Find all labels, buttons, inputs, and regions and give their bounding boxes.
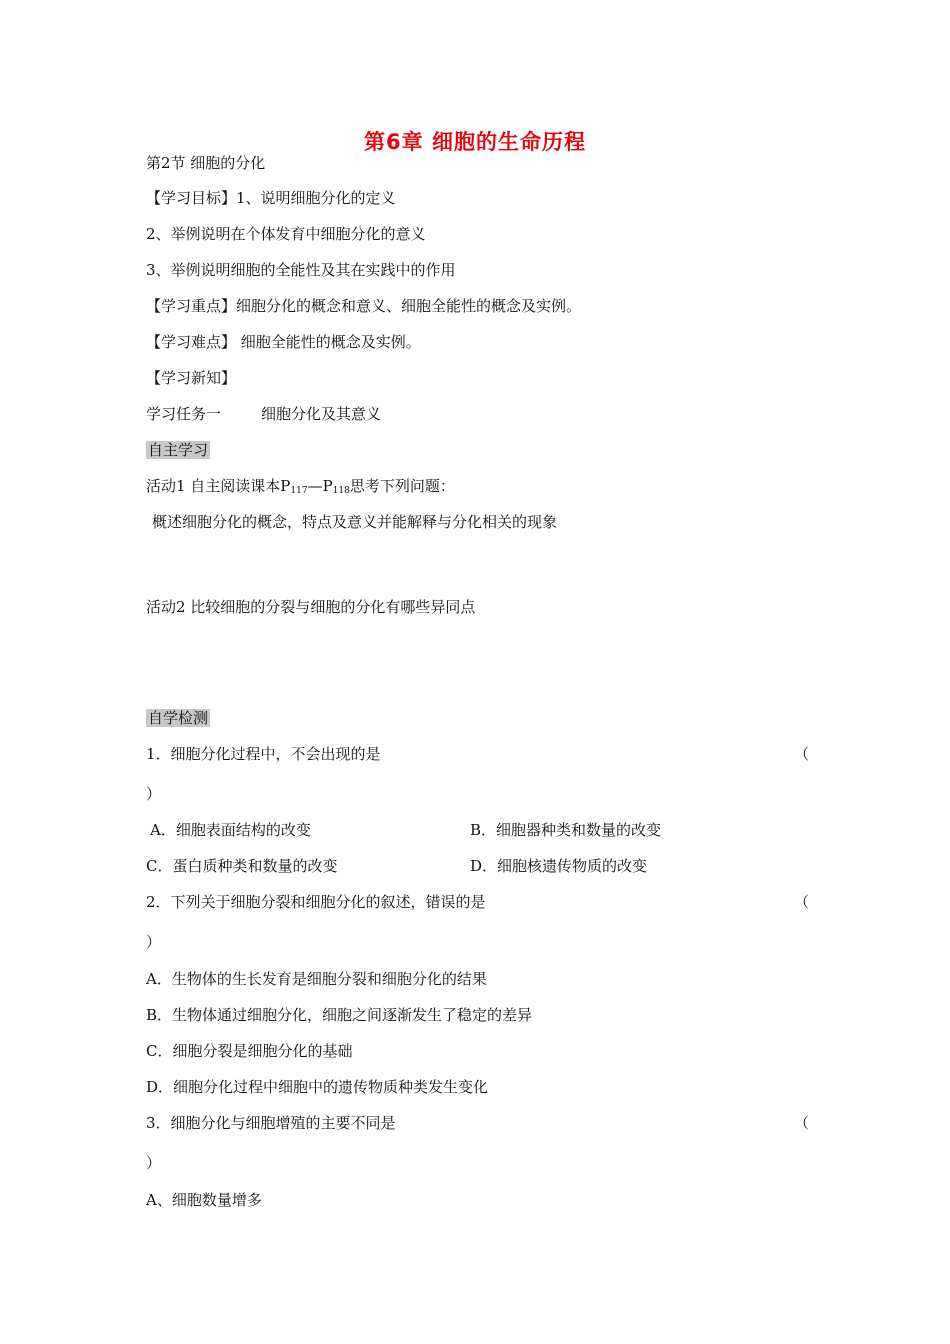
activity-1-content: 概述细胞分化的概念，特点及意义并能解释与分化相关的现象 [152, 513, 558, 531]
new-knowledge-heading: 【学习新知】 [146, 369, 237, 387]
page-start: 117 [290, 486, 308, 496]
page-end: 118 [332, 486, 350, 496]
answer-paren-open: （ [794, 893, 810, 911]
self-test-label: 自学检测 [148, 709, 209, 727]
question-2-stem: 2．下列关于细胞分裂和细胞分化的叙述，错误的是 [146, 893, 486, 911]
question-1-stem: 1．细胞分化过程中，不会出现的是 [146, 745, 381, 763]
task-1-label: 学习任务一 [146, 405, 222, 423]
question-2-option-d: D．细胞分化过程中细胞中的遗传物质种类发生变化 [146, 1078, 489, 1096]
question-3-stem: 3．细胞分化与细胞增殖的主要不同是 [146, 1114, 396, 1132]
answer-paren-close: ） [146, 785, 162, 803]
answer-paren-close: ） [146, 933, 162, 951]
answer-paren-close: ） [146, 1154, 162, 1172]
learning-goal-3: 3、举例说明细胞的全能性及其在实践中的作用 [146, 261, 456, 279]
section-heading: 第2节 细胞的分化 [146, 154, 266, 172]
activity-1 [146, 476, 455, 501]
page-title: 第6章 细胞的生命历程 [364, 130, 586, 154]
learning-goals-label: 【学习目标】 [146, 189, 237, 207]
question-3-option-a: A、细胞数量增多 [146, 1191, 262, 1209]
question-2-option-b: B．生物体通过细胞分化，细胞之间逐渐发生了稳定的差异 [146, 1006, 533, 1024]
self-study-heading [146, 440, 210, 460]
page-dash: —P [307, 477, 333, 495]
difficult-points: 【学习难点】 细胞全能性的概念及实例。 [146, 333, 421, 351]
learning-goal-1: 1、说明细胞分化的定义 [236, 189, 396, 207]
key-points: 【学习重点】细胞分化的概念和意义、细胞全能性的概念及实例。 [146, 297, 582, 315]
answer-paren-open: （ [794, 745, 810, 763]
question-1-option-d: D．细胞核遗传物质的改变 [470, 857, 648, 875]
task-1-title: 细胞分化及其意义 [261, 405, 382, 423]
learning-goals [146, 188, 396, 208]
activity-1-suffix: 思考下列问题： [349, 477, 455, 495]
question-1-option-a: A．细胞表面结构的改变 [150, 821, 311, 839]
learning-goal-2: 2、举例说明在个体发育中细胞分化的意义 [146, 225, 426, 243]
question-2-option-c: C．细胞分裂是细胞分化的基础 [146, 1042, 353, 1060]
question-1-option-b: B．细胞器种类和数量的改变 [470, 821, 662, 839]
task-1 [146, 404, 381, 424]
activity-2: 活动2 比较细胞的分裂与细胞的分化有哪些异同点 [146, 598, 476, 616]
answer-paren-open: （ [794, 1114, 810, 1132]
question-2-option-a: A．生物体的生长发育是细胞分裂和细胞分化的结果 [146, 970, 487, 988]
activity-1-prefix: 活动1 自主阅读课本P [146, 477, 291, 495]
self-study-label: 自主学习 [148, 441, 209, 459]
self-test-heading [146, 708, 210, 728]
question-1-option-c: C．蛋白质种类和数量的改变 [146, 857, 338, 875]
